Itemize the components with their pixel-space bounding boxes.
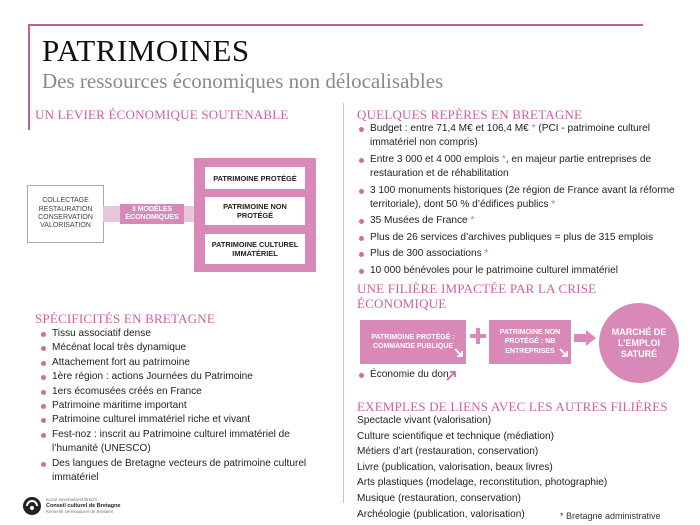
model-non-protege: PATRIMOINE NON PROTÉGÉ [205, 197, 305, 225]
list-item: Des langues de Bretagne vecteurs de patrimoine culturel immatériel [38, 457, 338, 486]
list-item: Arts plastiques (modelage, reconstitution, photographie) [357, 477, 608, 489]
page-subtitle: Des ressources économiques non délocalisables [42, 69, 444, 93]
list-item: Spectacle vivant (valorisation) [357, 415, 492, 426]
list-item: Budget : entre 71,4 M€ et 106,4 M€ * (PCI - patrimoine culturel immatériel non compris) [356, 122, 686, 153]
list-item: 3 100 monuments historiques (2e région de France avant la réforme territoriale), dont 50 % d’édifices publics * [356, 184, 686, 215]
activity-item: RESTAURATION [38, 205, 93, 213]
list-item: Attachement fort au patrimoine [38, 356, 338, 370]
crise-box-protege: PATRIMOINE PROTÉGÉ : COMMANDE PUBLIQUE [360, 320, 466, 364]
activity-item: VALORISATION [40, 222, 91, 230]
liens-list [357, 413, 687, 522]
plus-icon [470, 328, 486, 344]
footnote [560, 511, 661, 521]
decline-arrow-icon [558, 347, 570, 359]
top-rule [28, 24, 643, 26]
list-item: Patrimoine maritime important [38, 399, 338, 413]
reperes-heading: QUELQUES REPÈRES EN BRETAGNE [357, 107, 583, 122]
result-circle: MARCHÉ DE L’EMPLOI SATURÉ [599, 303, 679, 383]
activity-item: COLLECTAGE [42, 197, 89, 205]
logo-line-3: Kenseilh sevenadurel de Breitaen [46, 509, 114, 515]
result-arrow-icon [574, 330, 596, 346]
activities-box [27, 185, 104, 243]
crise-box-non-protege: PATRIMOINE NON PROTÉGÉ : NB ENTREPRISES [489, 320, 571, 364]
list-item: Patrimoine culturel immatériel riche et vivant [38, 413, 338, 427]
liens-heading: EXEMPLES DE LIENS AVEC LES AUTRES FILIÈRES [357, 399, 668, 414]
growth-arrow-icon [445, 369, 458, 382]
list-item: Livre (publication, valorisation, beaux livres) [357, 461, 553, 473]
logo-line-2: Conseil culturel de Bretagne [46, 502, 121, 509]
crise-note [356, 368, 476, 382]
left-vertical-rule [28, 24, 30, 130]
list-item: 35 Musées de France * [356, 214, 686, 230]
list-item: 1ère région : actions Journées du Patrimoine [38, 370, 338, 384]
list-item: Tissu associatif dense [38, 327, 338, 341]
list-item: Culture scientifique et technique (médiation) [357, 430, 554, 442]
list-item: Fest-noz : inscrit au Patrimoine culturel immatériel de l’humanité (UNESCO) [38, 428, 338, 457]
logo [22, 496, 121, 516]
list-item: Plus de 26 services d’archives publiques = plus de 315 emplois [356, 231, 686, 247]
model-protege: PATRIMOINE PROTÉGÉ [205, 167, 305, 189]
models-label: 3 MODÈLES ÉCONOMIQUES [120, 204, 184, 224]
list-item: 1ers écomusées créés en France [38, 385, 338, 399]
list-item: 10 000 bénévoles pour le patrimoine culturel immatériel [356, 264, 686, 280]
specificites-list [38, 327, 338, 485]
decline-arrow-icon [453, 347, 465, 359]
levier-heading: UN LEVIER ÉCONOMIQUE SOUTENABLE [35, 107, 289, 122]
list-item: Archéologie (publication, valorisation) [357, 508, 525, 520]
crise-heading: UNE FILIÈRE IMPACTÉE PAR LA CRISE ÉCONOMIQUE [357, 281, 597, 311]
model-immateriel: PATRIMOINE CULTUREL IMMATÉRIEL [205, 234, 305, 264]
reperes-list [356, 122, 686, 280]
logo-line-1: Kuzul sevenadurel Breizh [46, 497, 98, 503]
list-item: Musique (restauration, conservation) [357, 492, 521, 504]
page-title: PATRIMOINES [42, 33, 250, 68]
list-item: Entre 3 000 et 4 000 emplois *, en majeur partie entreprises de restauration et de réhabilitation [356, 153, 686, 184]
specificites-heading: SPÉCIFICITÉS EN BRETAGNE [35, 311, 215, 326]
list-item: Économie du don [356, 368, 476, 382]
logo-mark-icon [22, 496, 42, 516]
list-item: Mécénat local très dynamique [38, 341, 338, 355]
list-item: Plus de 300 associations * [356, 247, 686, 263]
activity-item: CONSERVATION [38, 214, 93, 221]
column-divider [343, 103, 344, 503]
footnote-text: * Bretagne administrative [560, 511, 661, 521]
list-item: Métiers d’art (restauration, conservation) [357, 446, 539, 458]
